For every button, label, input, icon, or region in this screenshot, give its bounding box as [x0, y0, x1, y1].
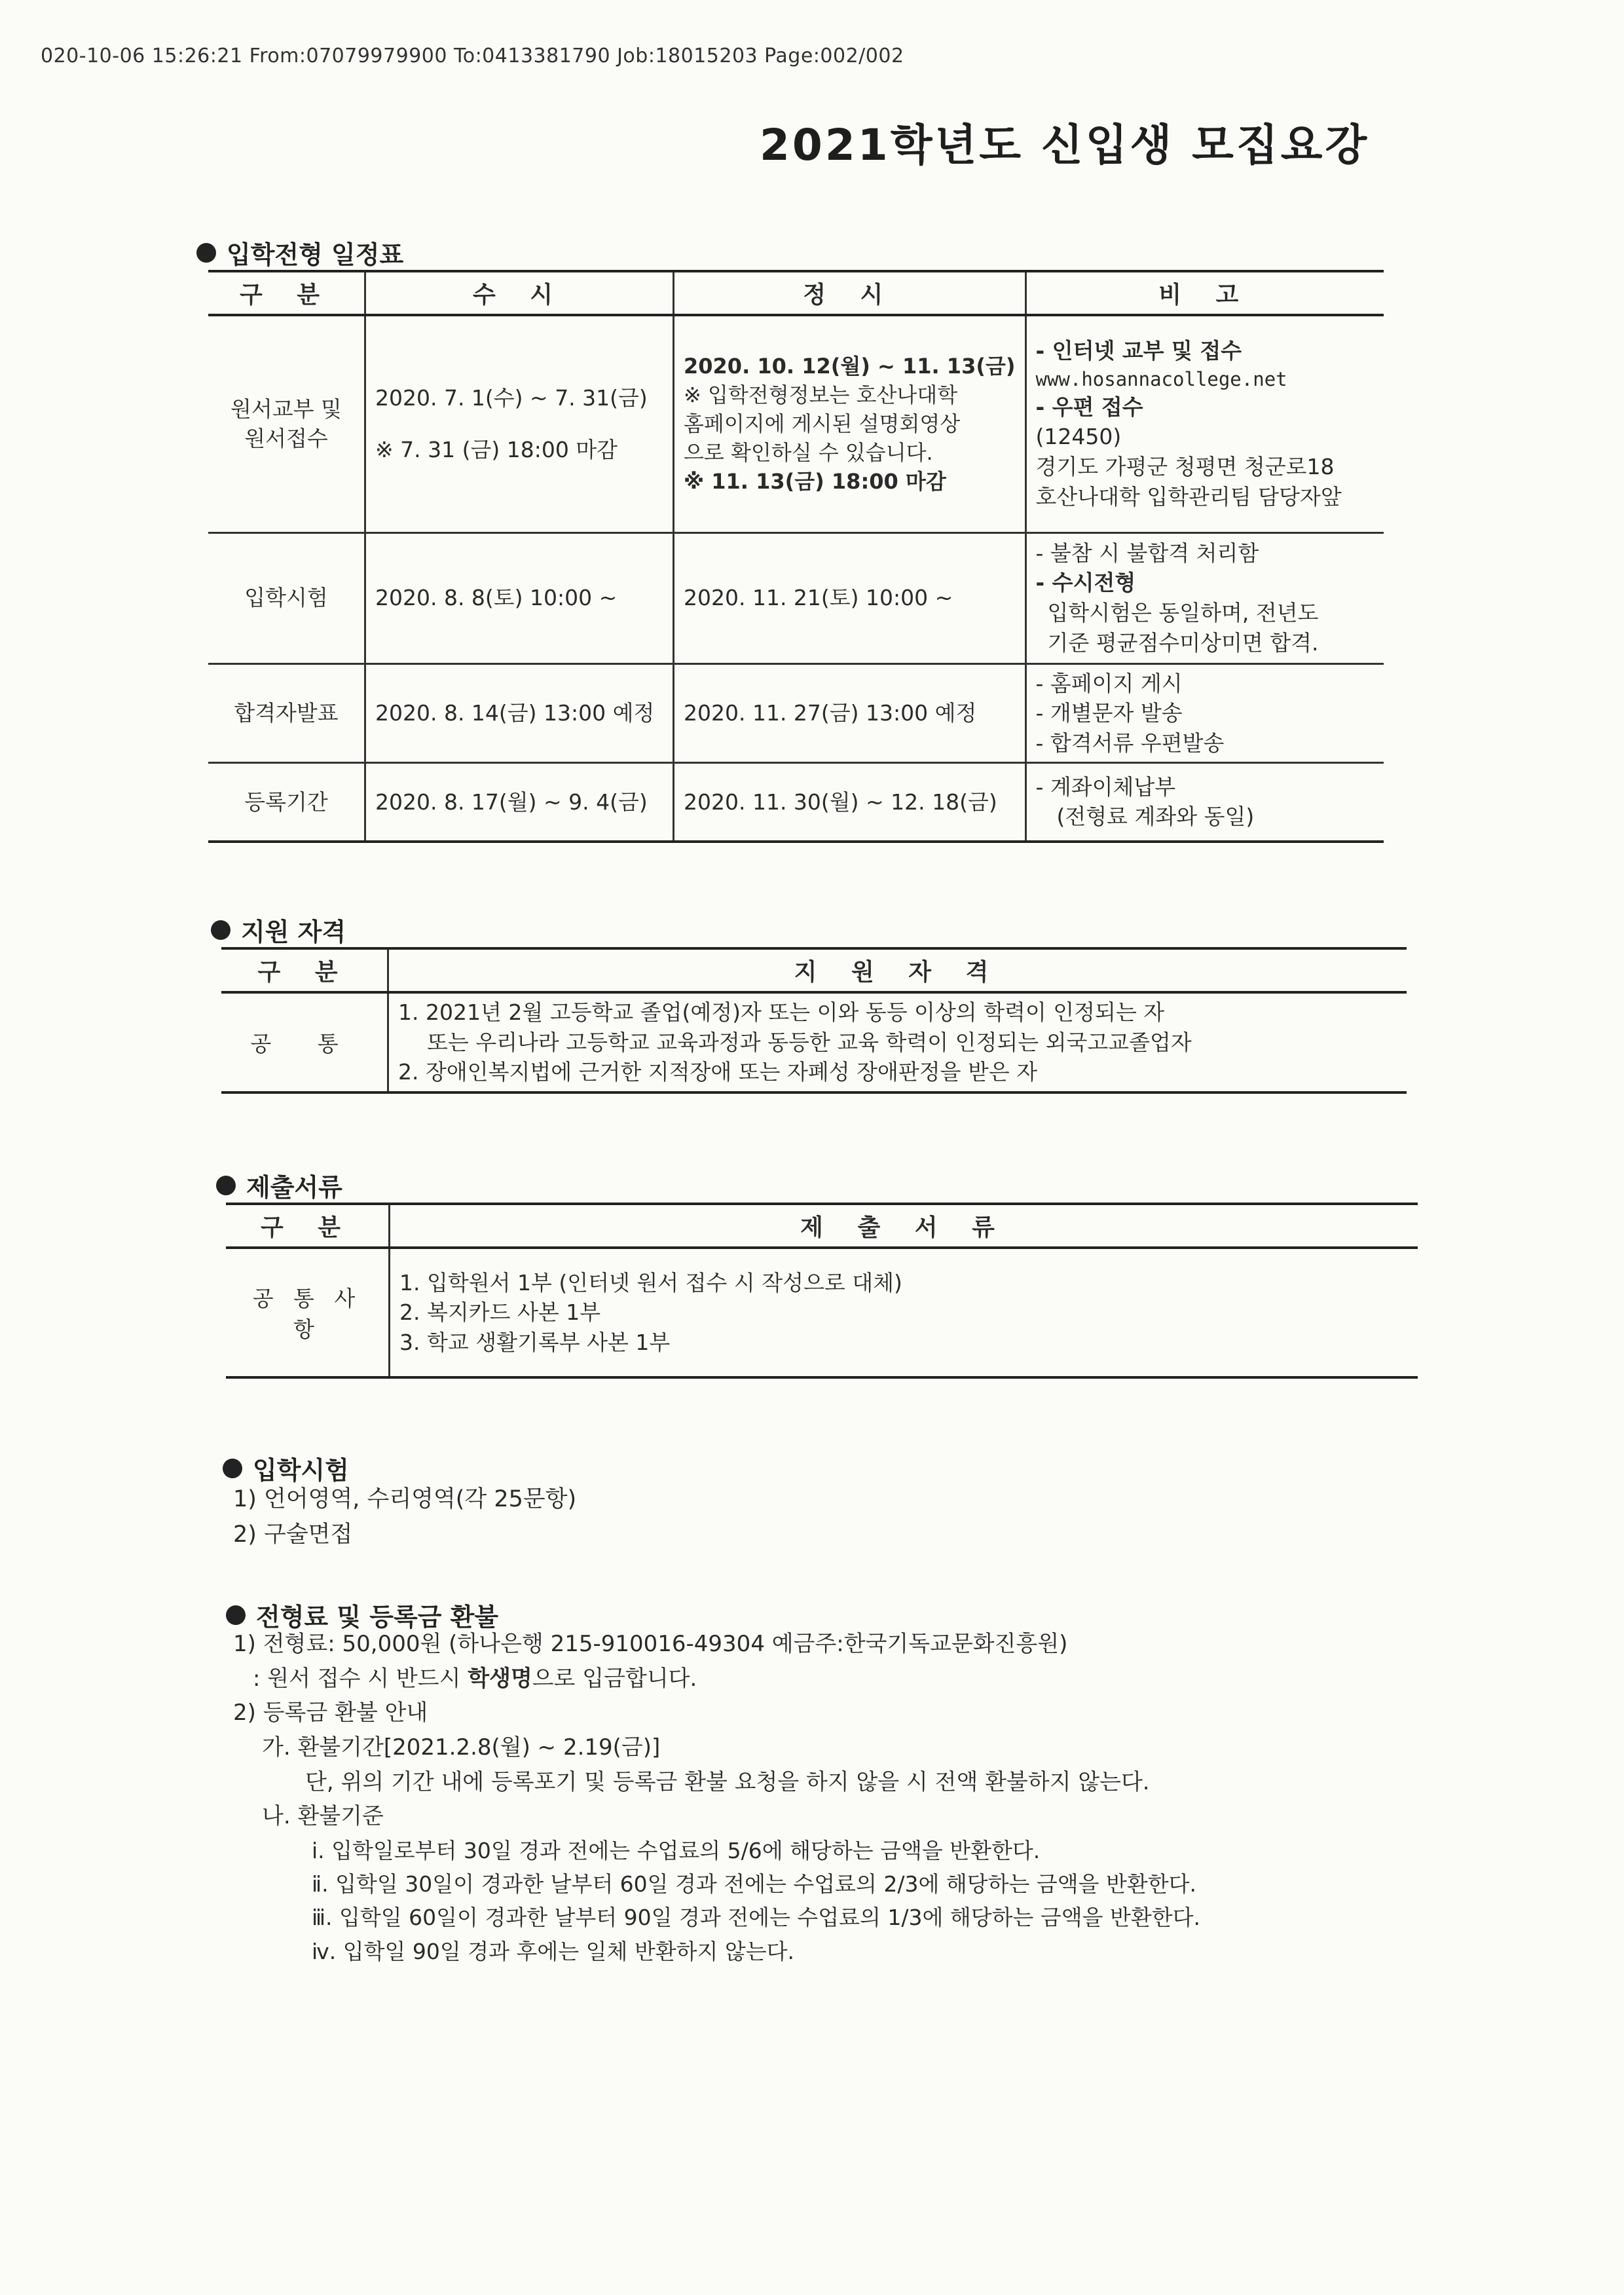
- refund-title: 2) 등록금 환불 안내: [233, 1700, 428, 1726]
- section-title: 제출서류: [246, 1173, 342, 1202]
- list-item: 2) 구술면접: [233, 1521, 353, 1548]
- row-label: [208, 663, 365, 763]
- table-row: [221, 992, 1407, 1092]
- fee-line: 1) 전형료: 50,000원 (하나은행 215-910016-49304 예금주:한국기독교문화진흥원): [233, 1631, 1068, 1657]
- cell-line: 1. 2021년 2월 고등학교 졸업(예정)자 또는 이와 동등 이상의 학력이 인정되는 자: [398, 999, 1165, 1025]
- row-label-line: 등록기간: [244, 789, 328, 815]
- cell-line: 경기도 가평군 청평면 청군로18: [1035, 454, 1335, 480]
- jeongsi-cell: [674, 315, 1026, 532]
- cell-line: 2020. 7. 1(수) ~ 7. 31(금): [375, 384, 648, 411]
- cell-line: - 불참 시 불합격 처리함: [1035, 540, 1259, 566]
- refund-criterion: ⅲ. 입학일 60일이 경과한 날부터 90일 경과 전에는 수업료의 1/3에 해당하는 금액을 반환한다.: [312, 1905, 1200, 1931]
- cell-line: 또는 우리나라 고등학교 교육과정과 동등한 교육 학력이 인정되는 외국고교졸업자: [427, 1029, 1192, 1055]
- susi-cell: [365, 663, 674, 763]
- section-documents-heading: [216, 1167, 342, 1203]
- jeongsi-cell: [674, 763, 1026, 842]
- cell-line: 2020. 8. 8(토) 10:00 ~: [375, 585, 618, 611]
- bullet-icon: [196, 243, 216, 263]
- cell-line: ※ 7. 31 (금) 18:00 마감: [375, 437, 618, 463]
- cell-line: (12450): [1035, 424, 1122, 450]
- section-qualification-heading: [211, 912, 346, 948]
- page-title: 2021학년도 신입생 모집요강: [760, 120, 1370, 170]
- refund-period-note: 단, 위의 기간 내에 등록포기 및 등록금 환불 요청을 하지 않을 시 전액 환불하지 않는다.: [305, 1768, 1150, 1795]
- table-header-row: [208, 271, 1384, 315]
- list-item: 1) 언어영역, 수리영역(각 25문항): [233, 1486, 577, 1512]
- cell-line: 2020. 8. 17(월) ~ 9. 4(금): [375, 789, 648, 815]
- cell-line: (전형료 계좌와 동일): [1056, 804, 1255, 830]
- fax-header: 020-10-06 15:26:21 From:07079979900 To:0413381790 Job:18015203 Page:002/002: [41, 45, 904, 67]
- cell-line: - 인터넷 교부 및 접수: [1035, 338, 1242, 364]
- table-row: [226, 1248, 1418, 1377]
- cell-line: 2. 장애인복지법에 근거한 지적장애 또는 자폐성 장애판정을 받은 자: [398, 1059, 1038, 1085]
- bullet-icon: [216, 1176, 236, 1195]
- schedule-table: [208, 270, 1384, 843]
- qualification-cell: [388, 992, 1407, 1092]
- cell-line: 2020. 8. 14(금) 13:00 예정: [375, 700, 655, 726]
- table-row: [208, 315, 1384, 532]
- refund-criterion: ⅳ. 입학일 90일 경과 후에는 일체 반환하지 않는다.: [312, 1938, 794, 1964]
- cell-line: - 합격서류 우편발송: [1035, 730, 1225, 756]
- table-header-row: [221, 948, 1407, 992]
- column-header: 구 분: [208, 271, 365, 315]
- note-cell: [1025, 663, 1384, 763]
- table-row: [208, 532, 1384, 663]
- column-header: 수 시: [365, 271, 674, 315]
- section-title: 지원 자격: [241, 918, 346, 946]
- susi-cell: [365, 763, 674, 842]
- column-header: 지 원 자 격: [388, 948, 1407, 992]
- cell-line: 2020. 11. 21(토) 10:00 ~: [684, 585, 953, 611]
- fee-note-text: 으로 입금합니다.: [532, 1665, 697, 1692]
- bullet-icon: [211, 920, 231, 940]
- note-cell: [1025, 315, 1384, 532]
- section-title: 전형료 및 등록금 환불: [256, 1603, 499, 1632]
- cell-line: ※ 입학전형정보는 호산나대학: [684, 382, 958, 408]
- table-row: [208, 663, 1384, 763]
- section-schedule-heading: [196, 234, 403, 271]
- cell-line: 입학시험은 동일하며, 전년도: [1047, 600, 1319, 625]
- cell-line: - 우편 접수: [1035, 394, 1143, 420]
- cell-line: 홈페이지에 게시된 설명회영상: [684, 411, 961, 437]
- cell-line: 으로 확인하실 수 있습니다.: [684, 440, 933, 466]
- note-cell: [1025, 763, 1384, 842]
- bullet-icon: [223, 1459, 242, 1478]
- row-label: [208, 532, 365, 663]
- refund-criterion: ⅰ. 입학일로부터 30일 경과 전에는 수업료의 5/6에 해당하는 금액을 반환한다.: [312, 1838, 1041, 1864]
- column-header: 구 분: [226, 1204, 390, 1248]
- row-label: 공 통: [221, 992, 388, 1092]
- exam-list: [233, 1482, 576, 1553]
- row-label-line: 원서접수: [244, 426, 328, 452]
- jeongsi-cell: [674, 532, 1026, 663]
- cell-line: 2020. 10. 12(월) ~ 11. 13(금): [684, 353, 1016, 379]
- qualification-table: [221, 947, 1407, 1094]
- refund-criteria-title: 나. 환불기준: [262, 1803, 384, 1830]
- cell-line: 2020. 11. 30(월) ~ 12. 18(금): [684, 789, 997, 815]
- fee-note-text: : 원서 접수 시 반드시: [253, 1665, 468, 1692]
- column-header: 구 분: [221, 948, 388, 992]
- column-header: 비 고: [1025, 271, 1384, 315]
- cell-line: 1. 입학원서 1부 (인터넷 원서 접수 시 작성으로 대체): [399, 1269, 902, 1296]
- cell-line: - 개별문자 발송: [1035, 700, 1183, 726]
- row-label-line: 원서교부 및: [231, 396, 342, 422]
- susi-cell: [365, 532, 674, 663]
- column-header: 정 시: [674, 271, 1026, 315]
- documents-table: [226, 1203, 1418, 1379]
- jeongsi-cell: [674, 663, 1026, 763]
- row-label-line: 합격자발표: [234, 700, 339, 726]
- cell-line: 기준 평균점수미상미면 합격.: [1047, 629, 1319, 656]
- row-label-line: 입학시험: [244, 585, 328, 611]
- cell-line: - 홈페이지 게시: [1035, 670, 1183, 696]
- documents-cell: [390, 1248, 1418, 1377]
- section-exam-heading: [223, 1450, 349, 1486]
- cell-line: 3. 학교 생활기록부 사본 1부: [399, 1329, 671, 1355]
- cell-line: 2. 복지카드 사본 1부: [399, 1299, 601, 1326]
- section-title: 입학시험: [253, 1456, 349, 1485]
- section-title: 입학전형 일정표: [227, 240, 404, 269]
- table-header-row: [226, 1204, 1418, 1248]
- note-cell: [1025, 532, 1384, 663]
- susi-cell: [365, 315, 674, 532]
- cell-line: - 수시전형: [1035, 570, 1136, 596]
- fee-note-emphasis: 학생명: [468, 1665, 532, 1692]
- cell-line: - 계좌이체납부: [1035, 774, 1176, 800]
- row-label: 공 통 사 항: [226, 1248, 390, 1377]
- row-label: [208, 763, 365, 842]
- website-text: www.hosannacollege.net: [1035, 367, 1287, 390]
- bullet-icon: [226, 1605, 246, 1625]
- cell-line: 호산나대학 입학관리팀 담당자앞: [1035, 483, 1342, 510]
- refund-criterion: ⅱ. 입학일 30일이 경과한 날부터 60일 경과 전에는 수업료의 2/3에 해당하는 금액을 반환한다.: [312, 1871, 1197, 1897]
- fee-note: [233, 1662, 1200, 1696]
- cell-line: ※ 11. 13(금) 18:00 마감: [684, 469, 946, 494]
- fees-block: [233, 1627, 1200, 1968]
- cell-line: 2020. 11. 27(금) 13:00 예정: [684, 700, 977, 726]
- table-row: [208, 763, 1384, 842]
- column-header: 제 출 서 류: [390, 1204, 1418, 1248]
- refund-period: 가. 환불기간[2021.2.8(월) ~ 2.19(금)]: [262, 1734, 661, 1761]
- row-label: [208, 315, 365, 532]
